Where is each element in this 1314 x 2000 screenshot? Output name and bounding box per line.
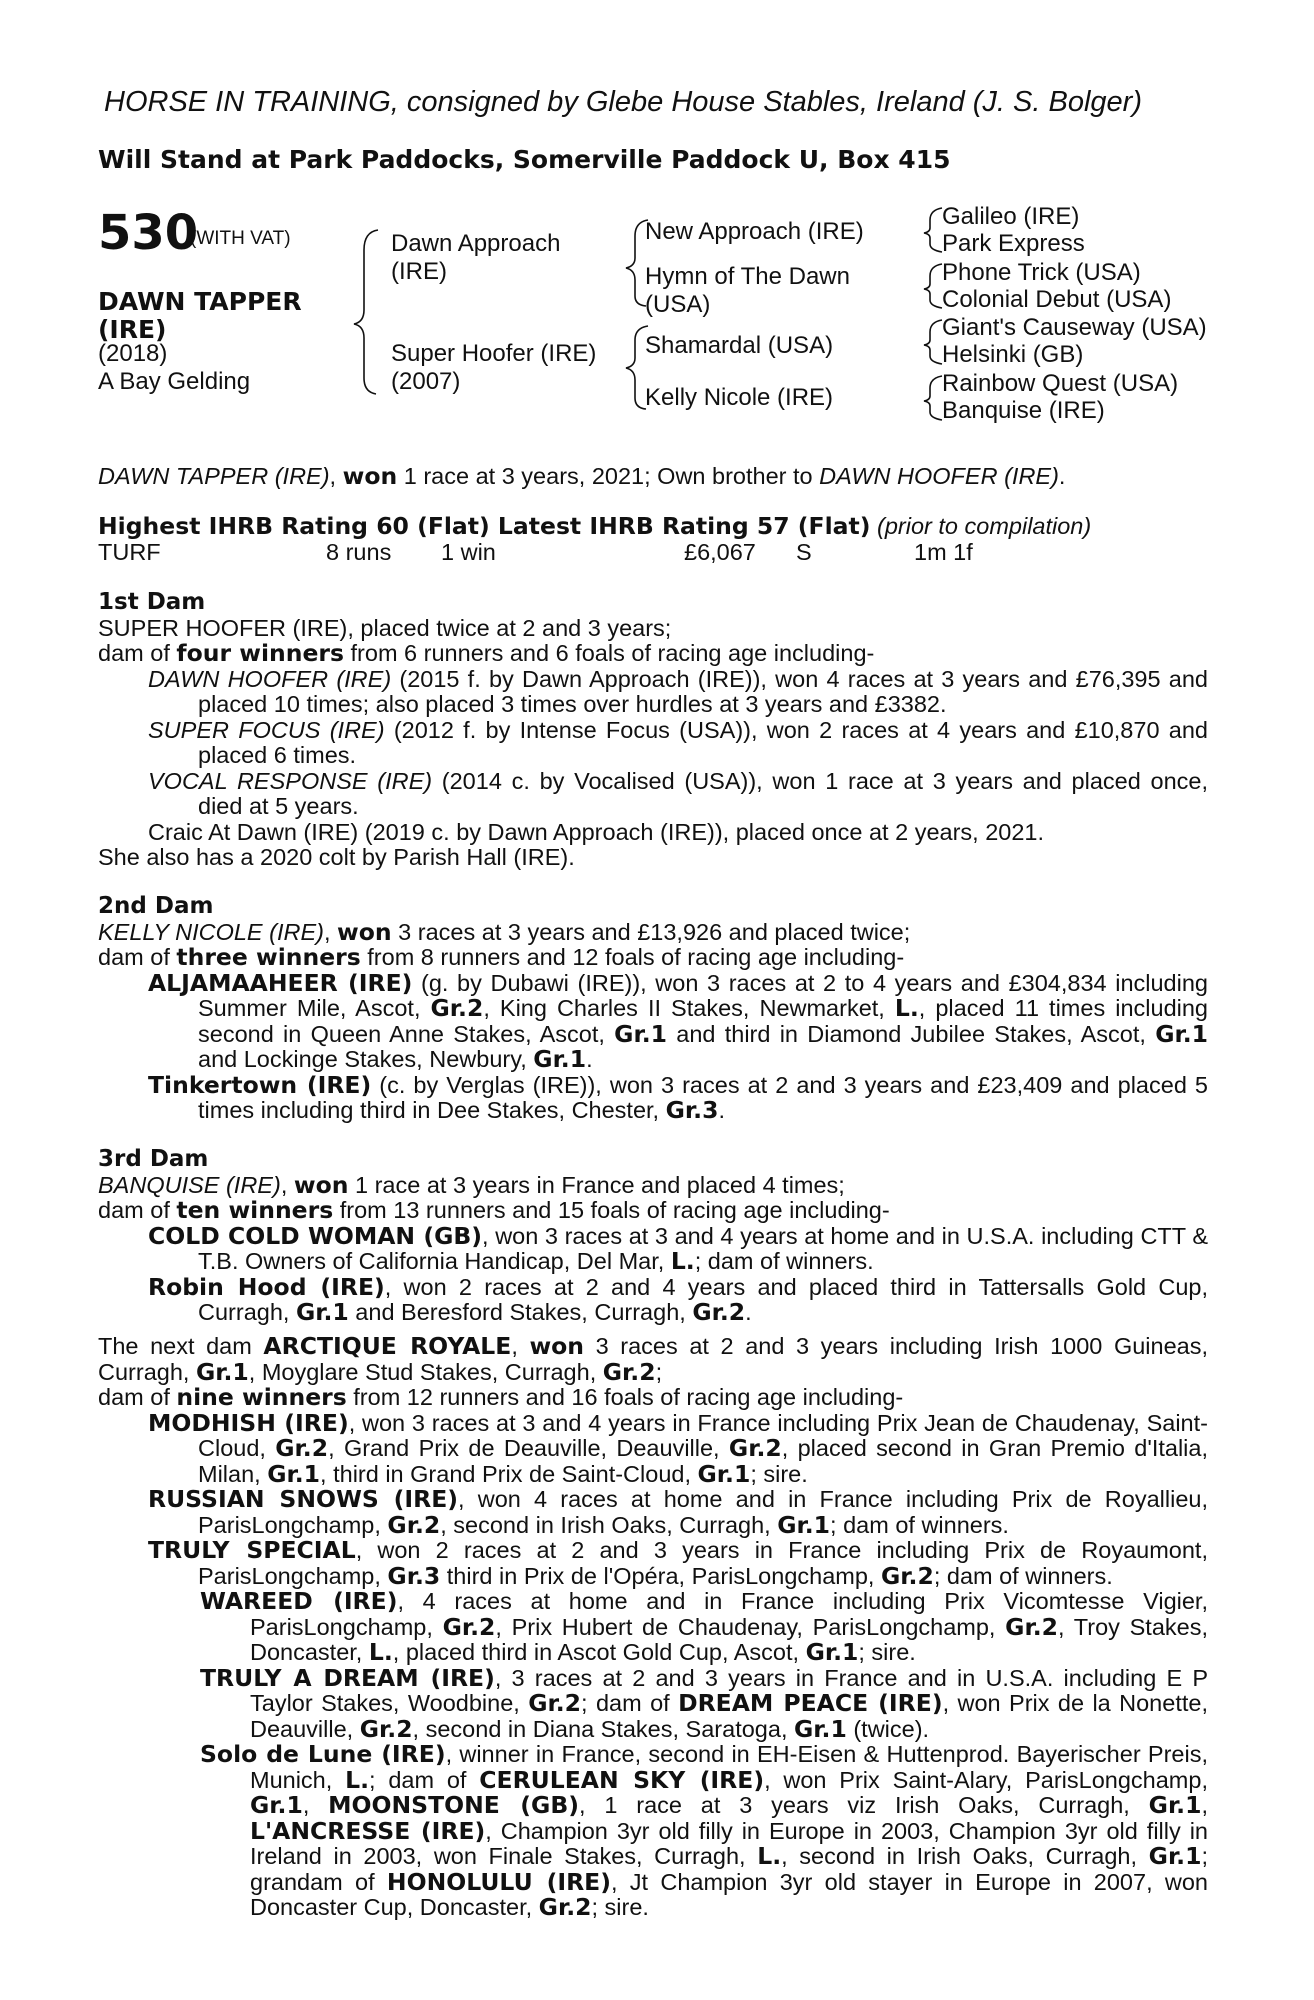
d: won xyxy=(529,1332,585,1360)
l2c: from 12 runners and 16 foals of racing age including- xyxy=(346,1384,904,1410)
w1g: L. xyxy=(368,1638,393,1666)
pedigree-dds: Rainbow Quest (USA) xyxy=(942,370,1179,397)
produce-modhish xyxy=(98,1408,1208,1488)
d1a: TRULY A DREAM (IRE) xyxy=(200,1663,495,1692)
produce-truly-a-dream xyxy=(98,1663,1209,1743)
r1b: , won 4 races at home and in France including Prix de Royallieu, ParisLongchamp, xyxy=(198,1486,1208,1538)
sire-name: Dawn Approach xyxy=(391,230,561,257)
pedigree-dsd: Helsinki (GB) xyxy=(942,341,1084,368)
l1b: , xyxy=(323,918,338,945)
e: 3 races at 2 and 3 years including Irish 1000 Guineas, Curragh, xyxy=(98,1333,1208,1385)
p1l: . xyxy=(586,1046,593,1072)
w1j: ; sire. xyxy=(858,1639,916,1665)
second-dam-section xyxy=(98,894,1208,1124)
produce-aljamaaheer xyxy=(98,968,1209,1073)
brace-ss xyxy=(924,208,942,252)
m1i: Gr.1 xyxy=(697,1459,751,1488)
r1d: , second in Irish Oaks, Curragh, xyxy=(440,1511,778,1538)
f: Gr.1 xyxy=(195,1357,249,1386)
s1f: , won Prix Saint-Alary, ParisLongchamp, xyxy=(764,1766,1208,1793)
m1h: , third in Grand Prix de Saint-Cloud, xyxy=(320,1460,698,1487)
w1f: , Troy Stakes, Doncaster, xyxy=(250,1613,1208,1665)
s1c: L. xyxy=(345,1765,369,1794)
first-dam-produce xyxy=(98,641,1208,667)
second-dam-produce xyxy=(98,945,1208,971)
l2b: ten winners xyxy=(176,1196,334,1224)
stand-location: Will Stand at Park Paddocks, Somerville Paddock U, Box 415 xyxy=(98,145,951,174)
w1e: Gr.2 xyxy=(1005,1612,1058,1641)
w1c: Gr.2 xyxy=(442,1612,496,1641)
s1l: , xyxy=(1201,1792,1208,1818)
rating-wins: 1 win xyxy=(441,539,496,565)
s1j: , 1 race at 3 years viz Irish Oaks, Curragh, xyxy=(579,1792,1149,1818)
pedigree-sd xyxy=(645,263,850,319)
p2c: Gr.1 xyxy=(295,1298,349,1326)
rating-code: S xyxy=(796,539,812,565)
horse-year: (2018) xyxy=(98,340,168,367)
c: , xyxy=(511,1333,530,1359)
r1e: Gr.1 xyxy=(777,1510,831,1539)
a: The next dam xyxy=(98,1333,264,1359)
produce-craic-at-dawn: Craic At Dawn (IRE) (2019 c. by Dawn Approach (IRE)), placed once at 2 years, 2021. xyxy=(148,818,1045,845)
s1m: L'ANCRESSE (IRE) xyxy=(250,1816,486,1845)
m1e: Gr.2 xyxy=(728,1434,782,1462)
l2b: four winners xyxy=(176,639,344,667)
rating-runs: 8 runs xyxy=(326,539,392,565)
rating-surface: TURF xyxy=(98,539,161,565)
p1e: L. xyxy=(894,994,919,1022)
s1e: CERULEAN SKY (IRE) xyxy=(479,1765,765,1794)
p2b: , won 2 races at 2 and 4 years and placed third in Tattersalls Gold Cup, Curragh, xyxy=(198,1273,1208,1325)
s1s: HONOLULU (IRE) xyxy=(386,1867,611,1896)
p1a: COLD COLD WOMAN (GB) xyxy=(148,1221,483,1250)
p3a: VOCAL RESPONSE (IRE) xyxy=(148,767,433,794)
produce-wareed xyxy=(98,1589,1208,1666)
s1g: Gr.1 xyxy=(250,1791,303,1819)
sire-country: (IRE) xyxy=(391,258,447,285)
w1h: , placed third in Ascot Gold Cup, Ascot, xyxy=(392,1639,806,1665)
t1b: , won 2 races at 2 and 3 years in France including Prix de Royaumont, ParisLongchamp, xyxy=(198,1537,1208,1589)
first-dam-note: She also has a 2020 colt by Parish Hall (IRE). xyxy=(98,844,575,870)
l1a: KELLY NICOLE (IRE) xyxy=(98,918,324,945)
s1q: Gr.1 xyxy=(1148,1842,1202,1870)
l2c: from 6 runners and 6 foals of racing age including- xyxy=(344,640,875,666)
lot-number: 530 xyxy=(98,205,199,261)
p2e: Gr.2 xyxy=(692,1298,746,1326)
d1g: Gr.2 xyxy=(359,1714,413,1743)
brace-dd xyxy=(924,376,942,420)
pedigree-sire xyxy=(391,230,560,286)
p1a: DAWN HOOFER (IRE) xyxy=(148,665,392,692)
s1u: Gr.2 xyxy=(538,1893,592,1921)
t1f: ; dam of winners. xyxy=(933,1562,1113,1589)
s1r: ; grandam of xyxy=(250,1843,1208,1895)
s1v: ; sire. xyxy=(591,1894,649,1920)
horse-description: A Bay Gelding xyxy=(98,368,251,395)
first-dam-line: SUPER HOOFER (IRE), placed twice at 2 and 3 years; xyxy=(98,614,672,641)
b: ARCTIQUE ROYALE xyxy=(263,1332,512,1360)
s1n: , Champion 3yr old filly in Europe in 2003, Champion 3yr old filly in Ireland in 2003, won Finale Stakes, Curragh, xyxy=(250,1817,1208,1869)
d1d: ; dam of xyxy=(581,1690,679,1716)
pedigree-sdd: Colonial Debut (USA) xyxy=(942,286,1172,313)
p2d: and Beresford Stakes, Curragh, xyxy=(348,1299,693,1325)
page-title: HORSE IN TRAINING, consigned by Glebe House Stables, Ireland (J. S. Bolger) xyxy=(104,86,1142,118)
dam-name: Super Hoofer (IRE) xyxy=(391,340,597,367)
d1e: DREAM PEACE (IRE) xyxy=(678,1689,943,1717)
p2b: (2012 f. by Intense Focus (USA)), won 2 races at 4 years and £10,870 and placed 6 times. xyxy=(198,716,1208,768)
third-dam-section xyxy=(98,1147,1208,1326)
rating-prize: £6,067 xyxy=(684,539,756,565)
first-dam-heading: 1st Dam xyxy=(98,589,206,615)
produce-tinkertown xyxy=(98,1070,1208,1124)
pedigree-dam xyxy=(391,340,596,396)
produce-dawn-hoofer xyxy=(98,667,1208,718)
g: , Moyglare Stud Stakes, Curragh, xyxy=(248,1358,603,1385)
l1d: 1 race at 3 years in France and placed 4 times; xyxy=(348,1171,845,1198)
rating-distance: 1m 1f xyxy=(914,539,973,565)
third-dam-heading: 3rd Dam xyxy=(98,1146,209,1172)
p1a: ALJAMAAHEER (IRE) xyxy=(148,968,413,997)
first-dam-section xyxy=(98,590,1208,871)
l1c: won xyxy=(337,917,392,946)
summary-end: . xyxy=(1058,463,1066,489)
d1f: , won Prix de la Nonette, Deauville, xyxy=(250,1690,1208,1742)
t1a: TRULY SPECIAL xyxy=(148,1536,356,1564)
w1d: , Prix Hubert de Chaudenay, ParisLongchamp, xyxy=(495,1613,1006,1640)
p2f: . xyxy=(745,1299,752,1325)
l1b: , xyxy=(280,1171,294,1198)
summary-won: won xyxy=(342,462,398,490)
s1k: Gr.1 xyxy=(1148,1791,1202,1819)
i: ; xyxy=(655,1358,663,1385)
l2a: dam of xyxy=(98,640,177,666)
l2a: dam of xyxy=(98,944,177,970)
p1i: Gr.1 xyxy=(1155,1019,1209,1048)
l2c: from 8 runners and 12 foals of racing age including- xyxy=(360,944,905,970)
s1i: MOONSTONE (GB) xyxy=(328,1791,579,1819)
r1a: RUSSIAN SNOWS (IRE) xyxy=(148,1485,459,1513)
dam-year: (2007) xyxy=(391,368,461,395)
p1b: , won 3 races at 3 and 4 years at home and in U.S.A. including CTT & T.B. Owners of California Handicap, Del Mar, xyxy=(198,1222,1208,1274)
p1d: ; dam of winners. xyxy=(694,1248,874,1274)
m1a: MODHISH (IRE) xyxy=(148,1408,349,1437)
pedigree-dd: Kelly Nicole (IRE) xyxy=(645,384,834,411)
t1d: third in Prix de l'Opéra, ParisLongchamp, xyxy=(440,1562,881,1589)
l2c: from 13 runners and 15 foals of racing age including- xyxy=(333,1197,890,1223)
p1k: Gr.1 xyxy=(533,1045,587,1073)
third-dam-produce xyxy=(98,1198,1208,1224)
p1c: L. xyxy=(670,1247,695,1275)
d1i: Gr.1 xyxy=(794,1714,847,1743)
p1g: Gr.1 xyxy=(614,1019,667,1048)
p1f: , placed 11 times including second in Queen Anne Stakes, Ascot, xyxy=(198,995,1208,1047)
pedigree-ddd: Banquise (IRE) xyxy=(942,397,1105,424)
s1p: , second in Irish Oaks, Curragh, xyxy=(781,1843,1149,1869)
s1t: , Jt Champion 3yr old stayer in Europe in 2007, won Doncaster Cup, Doncaster, xyxy=(250,1868,1208,1920)
m1c: Gr.2 xyxy=(275,1434,329,1462)
p1b: (2015 f. by Dawn Approach (IRE)), won 4 races at 3 years and £76,395 and placed 10 times; also placed 3 times over hurdles at 3 years and £3382. xyxy=(198,665,1208,717)
m1j: ; sire. xyxy=(750,1460,808,1487)
w1i: Gr.1 xyxy=(805,1638,859,1666)
next-dam-produce xyxy=(98,1385,1208,1411)
p3b: (2014 c. by Vocalised (USA)), won 1 race at 3 years and placed once, died at 5 years. xyxy=(198,767,1208,819)
summary-rest: 1 race at 3 years, 2021; Own brother to xyxy=(397,463,820,489)
h: Gr.2 xyxy=(602,1357,656,1386)
d1c: Gr.2 xyxy=(528,1689,582,1717)
summary-brother: DAWN HOOFER (IRE) xyxy=(819,463,1059,489)
pedigree-ss: New Approach (IRE) xyxy=(645,218,864,245)
produce-super-focus xyxy=(98,718,1208,769)
l2a: dam of xyxy=(98,1197,177,1223)
r1f: ; dam of winners. xyxy=(830,1511,1009,1538)
m1f: , placed second in Gran Premio d'Italia, Milan, xyxy=(198,1435,1208,1487)
l2b: nine winners xyxy=(176,1383,347,1411)
p2d: . xyxy=(718,1097,725,1123)
second-dam-heading: 2nd Dam xyxy=(98,893,214,919)
m1d: , Grand Prix de Deauville, Deauville, xyxy=(328,1435,729,1461)
second-dam-line xyxy=(98,917,1208,946)
d1j: (twice). xyxy=(846,1715,930,1742)
d1b: , 3 races at 2 and 3 years in France and in U.S.A. including E P Taylor Stakes, Woodbine, xyxy=(250,1664,1209,1716)
p2a: Robin Hood (IRE) xyxy=(148,1272,385,1301)
l1c: won xyxy=(293,1170,349,1199)
pedigree-dss: Giant's Causeway (USA) xyxy=(942,314,1207,341)
l2b: three winners xyxy=(176,943,361,971)
w1b: , 4 races at home and in France including Prix Vicomtesse Vigier, ParisLongchamp, xyxy=(250,1588,1208,1640)
rating-note: (prior to compilation) xyxy=(877,513,1092,539)
pedigree-ssd: Park Express xyxy=(942,230,1085,257)
pedigree-ds: Shamardal (USA) xyxy=(645,332,834,359)
rating-text: Highest IHRB Rating 60 (Flat) Latest IHRB Rating 57 (Flat) xyxy=(98,512,871,540)
horse-name-line2: (IRE) xyxy=(98,315,167,344)
l1a: BANQUISE (IRE) xyxy=(98,1171,281,1198)
p1d: , King Charles II Stakes, Newmarket, xyxy=(483,995,895,1021)
p2c: Gr.3 xyxy=(665,1096,719,1124)
p1b: (g. by Dubawi (IRE)), won 3 races at 2 to 4 years and £304,834 including Summer Mile, Ascot, xyxy=(198,969,1208,1021)
l2a: dam of xyxy=(98,1384,177,1410)
vat-note: (WITH VAT) xyxy=(190,228,291,249)
sd-name: Hymn of The Dawn xyxy=(645,263,850,290)
brace-sd xyxy=(924,264,942,308)
sd-country: (USA) xyxy=(645,291,711,318)
s1o: L. xyxy=(757,1842,782,1870)
p2b: (c. by Verglas (IRE)), won 3 races at 2 and 3 years and £23,409 and placed 5 times including third in Dee Stakes, Chester, xyxy=(198,1071,1208,1123)
summary-horse: DAWN TAPPER (IRE) xyxy=(98,463,330,489)
p1j: and Lockinge Stakes, Newbury, xyxy=(198,1046,534,1072)
rating-line xyxy=(98,514,1091,540)
next-dam-line xyxy=(98,1334,1208,1385)
produce-robin-hood xyxy=(98,1272,1208,1326)
produce-truly-special xyxy=(98,1538,1208,1589)
t1e: Gr.2 xyxy=(881,1561,934,1590)
p2a: Tinkertown (IRE) xyxy=(148,1070,372,1099)
s1h: , xyxy=(302,1792,329,1818)
third-dam-line xyxy=(98,1170,1208,1199)
s1d: ; dam of xyxy=(369,1766,480,1793)
produce-cold-cold-woman xyxy=(98,1221,1208,1275)
m1b: , won 3 races at 3 and 4 years in France including Prix Jean de Chaudenay, Saint-Cloud, xyxy=(198,1409,1208,1461)
s1a: Solo de Lune (IRE) xyxy=(200,1740,446,1768)
p2a: SUPER FOCUS (IRE) xyxy=(148,716,385,743)
p1c: Gr.2 xyxy=(430,994,484,1022)
d1h: , second in Diana Stakes, Saratoga, xyxy=(412,1715,794,1742)
horse-name-line1: DAWN TAPPER xyxy=(98,287,302,316)
brace-sire-dam xyxy=(354,230,378,394)
next-dam-section xyxy=(98,1334,1208,1921)
produce-vocal-response xyxy=(98,769,1208,820)
produce-russian-snows xyxy=(98,1487,1208,1538)
p1h: and third in Diamond Jubilee Stakes, Ascot, xyxy=(666,1020,1156,1047)
race-summary: DAWN TAPPER (IRE), won 1 race at 3 years, 2021; Own brother to DAWN HOOFER (IRE). xyxy=(98,462,1066,490)
r1c: Gr.2 xyxy=(387,1510,441,1539)
produce-solo-de-lune xyxy=(98,1742,1208,1921)
s1b: , winner in France, second in EH-Eisen & Huttenprod. Bayerischer Preis, Munich, xyxy=(250,1741,1208,1793)
l1d: 3 races at 3 years and £13,926 and placed twice; xyxy=(391,918,911,945)
pedigree-sds: Phone Trick (USA) xyxy=(942,259,1141,286)
w1a: WAREED (IRE) xyxy=(200,1587,398,1615)
brace-ds xyxy=(924,320,942,364)
m1g: Gr.1 xyxy=(267,1459,321,1488)
t1c: Gr.3 xyxy=(387,1561,441,1590)
pedigree-sss: Galileo (IRE) xyxy=(942,203,1080,230)
